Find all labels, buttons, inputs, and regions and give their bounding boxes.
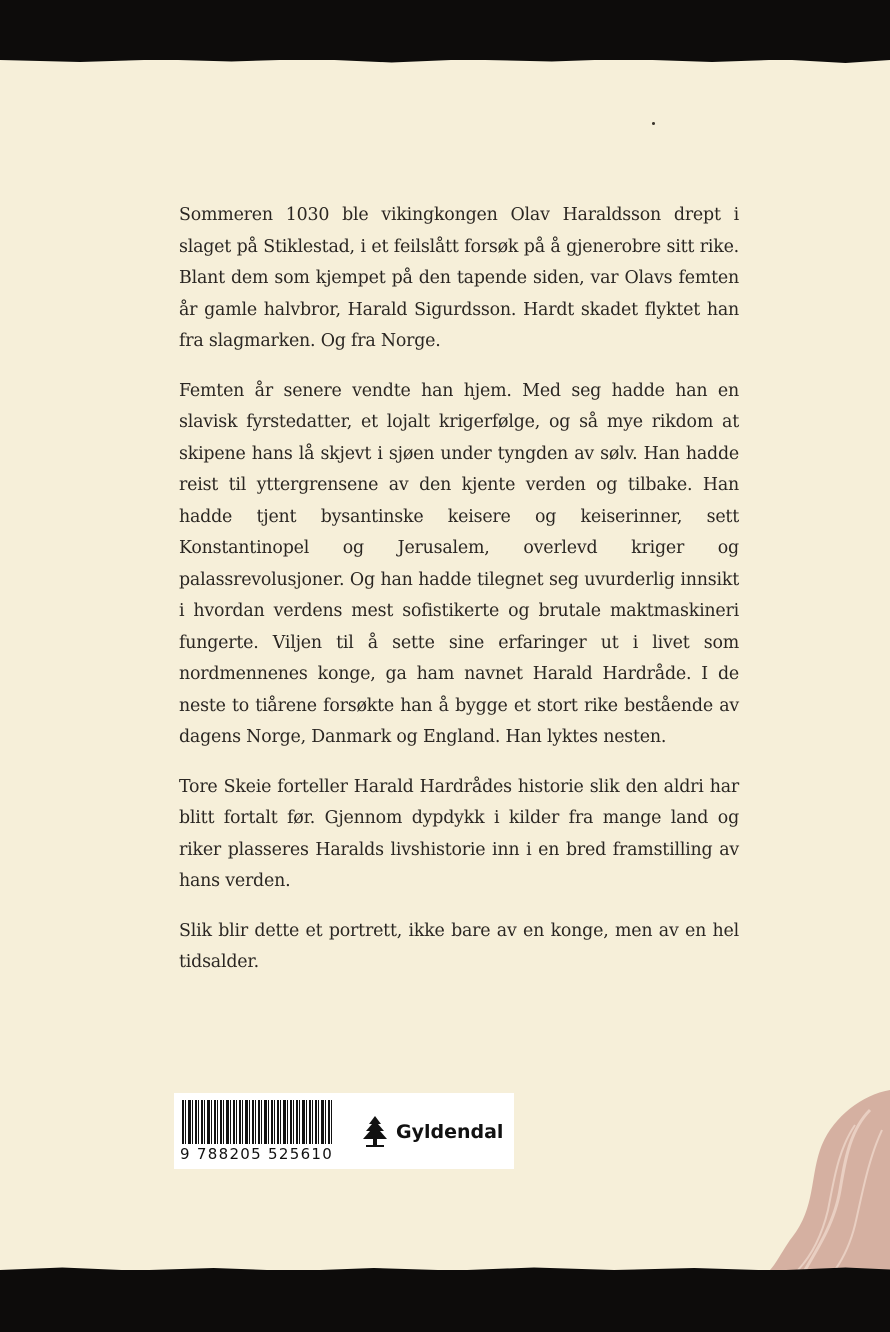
blurb-paragraph-2: Femten år senere vendte han hjem. Med seg hadde han en slavisk fyrstedatter, et lojalt krigerfølge, og så mye rikdom at skipene hans lå skjevt i sjøen under tyngden av sølv. Han hadde reist til yttergrensene av den kjente verden og tilbake. Han hadde tjent bysantinske keisere og keiserinner, sett Konstantinopel og Jerusalem, overlevd kriger og palassrevolusjoner. Og han hadde tilegnet seg uvurderlig innsikt i hvordan verdens mest sofistikerte og brutale maktmaskineri fungerte. Viljen til å sette sine erfaringer ut i livet som nordmennenes konge, ga ham navnet Harald Hardråde. I de neste to tiårene forsøkte han å bygge et stort rike bestående av dagens Norge, Danmark og England. Han lyktes nesten. — [179, 380, 739, 747]
blurb-text — [179, 200, 739, 997]
speck — [652, 122, 655, 125]
tree-icon — [360, 1115, 390, 1149]
publisher-logo — [360, 1115, 503, 1149]
barcode — [182, 1100, 332, 1144]
back-cover — [0, 60, 890, 1270]
blurb-paragraph-1: Sommeren 1030 ble vikingkongen Olav Haraldsson drept i slaget på Stiklestad, i et feilslått forsøk på å gjenerobre sitt rike. Blant dem som kjempet på den tapende siden, var Olavs femten år gamle halvbror, Harald Sigurdsson. Hardt skadet flyktet han fra slagmarken. Og fra Norge. — [179, 205, 739, 351]
publisher-name: Gyldendal — [396, 1121, 504, 1143]
decorative-illustration — [750, 1070, 890, 1270]
blurb-paragraph-3: Tore Skeie forteller Harald Hardrådes historie slik den aldri har blitt fortalt før. Gjennom dypdykk i kilder fra mange land og riker plasseres Haralds livshistorie inn i en bred framstilling av hans verden. — [179, 776, 739, 891]
barcode-box — [174, 1093, 514, 1169]
blurb-paragraph-4: Slik blir dette et portrett, ikke bare av en konge, men av en hel tidsalder. — [179, 920, 739, 972]
torn-edge-top — [0, 60, 890, 66]
isbn-digits: 9 788205 525610 — [180, 1145, 334, 1163]
